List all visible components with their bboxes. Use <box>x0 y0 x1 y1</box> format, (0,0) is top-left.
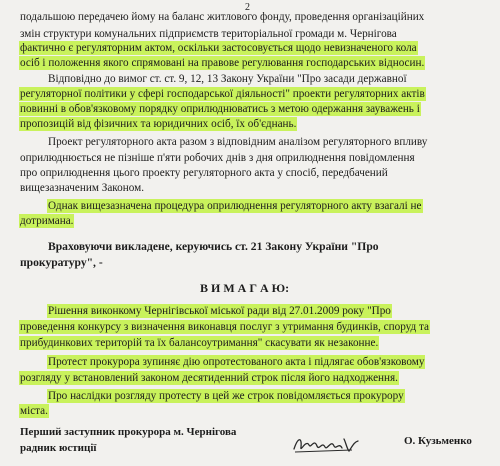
text-line-content: вищезазначеним Законом. <box>20 182 145 194</box>
text-line <box>20 117 296 131</box>
highlighted-text: дотримана. <box>20 215 74 227</box>
text-line-content: Відповідно до вимог ст. ст. 9, 12, 13 Закону України "Про засади державної <box>48 73 407 85</box>
text-line <box>48 135 427 149</box>
text-line <box>20 166 388 180</box>
text-line <box>20 56 424 70</box>
signatory-name: О. Кузьменко <box>404 435 472 447</box>
highlighted-text: Рішення виконкому Чернігівської міської ради від 27.01.2009 року "Про <box>48 305 391 317</box>
text-line <box>20 10 424 24</box>
text-line <box>20 41 417 55</box>
section-heading: В И М А Г А Ю: <box>200 281 290 295</box>
text-line <box>48 355 424 369</box>
page-number: 2 <box>245 2 250 13</box>
handwritten-signature <box>292 433 362 455</box>
bold-text: Враховуючи викладене, керуючись ст. 21 Закону України "Про <box>48 240 379 253</box>
highlighted-text: фактично є регуляторним актом, оскільки застосовується щодо невизначеного кола <box>20 42 417 54</box>
text-line <box>20 102 420 116</box>
highlighted-text: Про наслідки розгляду протесту в цей же строк повідомляється прокурору <box>48 390 404 402</box>
text-line <box>48 240 379 254</box>
text-line-content: змін структури комунальних підприємств територіальної громади м. Чернігова <box>20 28 397 40</box>
highlighted-text: Однак вищезазначена процедура оприлюднення регуляторного акту взагалі не <box>48 200 422 212</box>
text-line <box>20 371 398 385</box>
text-line <box>20 27 397 41</box>
text-line <box>20 181 144 195</box>
text-line-content: подальшою передачею йому на баланс житлового фонду, проведення організаційних <box>20 11 425 23</box>
highlighted-text: пропозицій від фізичних та юридичних осіб, їх об'єднань. <box>20 118 297 130</box>
signature-rank: радник юстиції <box>20 442 97 454</box>
text-line-content: про оприлюднення цього проекту регуляторного акта у спосіб, передбачений <box>20 167 388 179</box>
text-line <box>20 320 429 334</box>
highlighted-text: осіб і положення якого спрямовані на правове регулювання господарських відносин. <box>20 57 425 69</box>
highlighted-text: міста. <box>20 405 48 417</box>
highlighted-text: регуляторної політики у сфері господарської діяльності" проекти регуляторних актів <box>20 88 425 100</box>
text-line <box>48 72 407 86</box>
highlighted-text: повинні в обов'язковому порядку оприлюднюватись з метою одержання зауважень і <box>20 103 420 115</box>
highlighted-text: Протест прокурора зупиняє дію опротестованого акта і підлягає обов'язковому <box>48 356 425 368</box>
highlighted-text: проведення конкурсу з визначення виконавця послуг з утримання будинків, споруд та <box>20 321 430 333</box>
text-line-content: оприлюднюється не пізніше п'яти робочих днів з дня оприлюднення повідомлення <box>20 152 415 164</box>
text-line <box>20 151 415 165</box>
text-line <box>20 87 425 101</box>
text-line <box>48 389 404 403</box>
text-line <box>20 404 48 418</box>
text-line <box>20 256 103 270</box>
text-line <box>20 336 378 350</box>
text-line <box>48 199 422 213</box>
bold-text: прокуратуру", - <box>20 256 103 269</box>
signature-position: Перший заступник прокурора м. Чернігова <box>20 426 237 438</box>
highlighted-text: розгляду у встановлений законом десятиденний строк після його надходження. <box>20 372 398 384</box>
highlighted-text: прибудинкових територій та їх балансоутримання" скасувати як незаконне. <box>20 337 379 349</box>
text-line <box>20 214 73 228</box>
text-line-content: Проект регуляторного акта разом з відповідним аналізом регуляторного впливу <box>48 136 428 148</box>
text-line <box>48 304 391 318</box>
